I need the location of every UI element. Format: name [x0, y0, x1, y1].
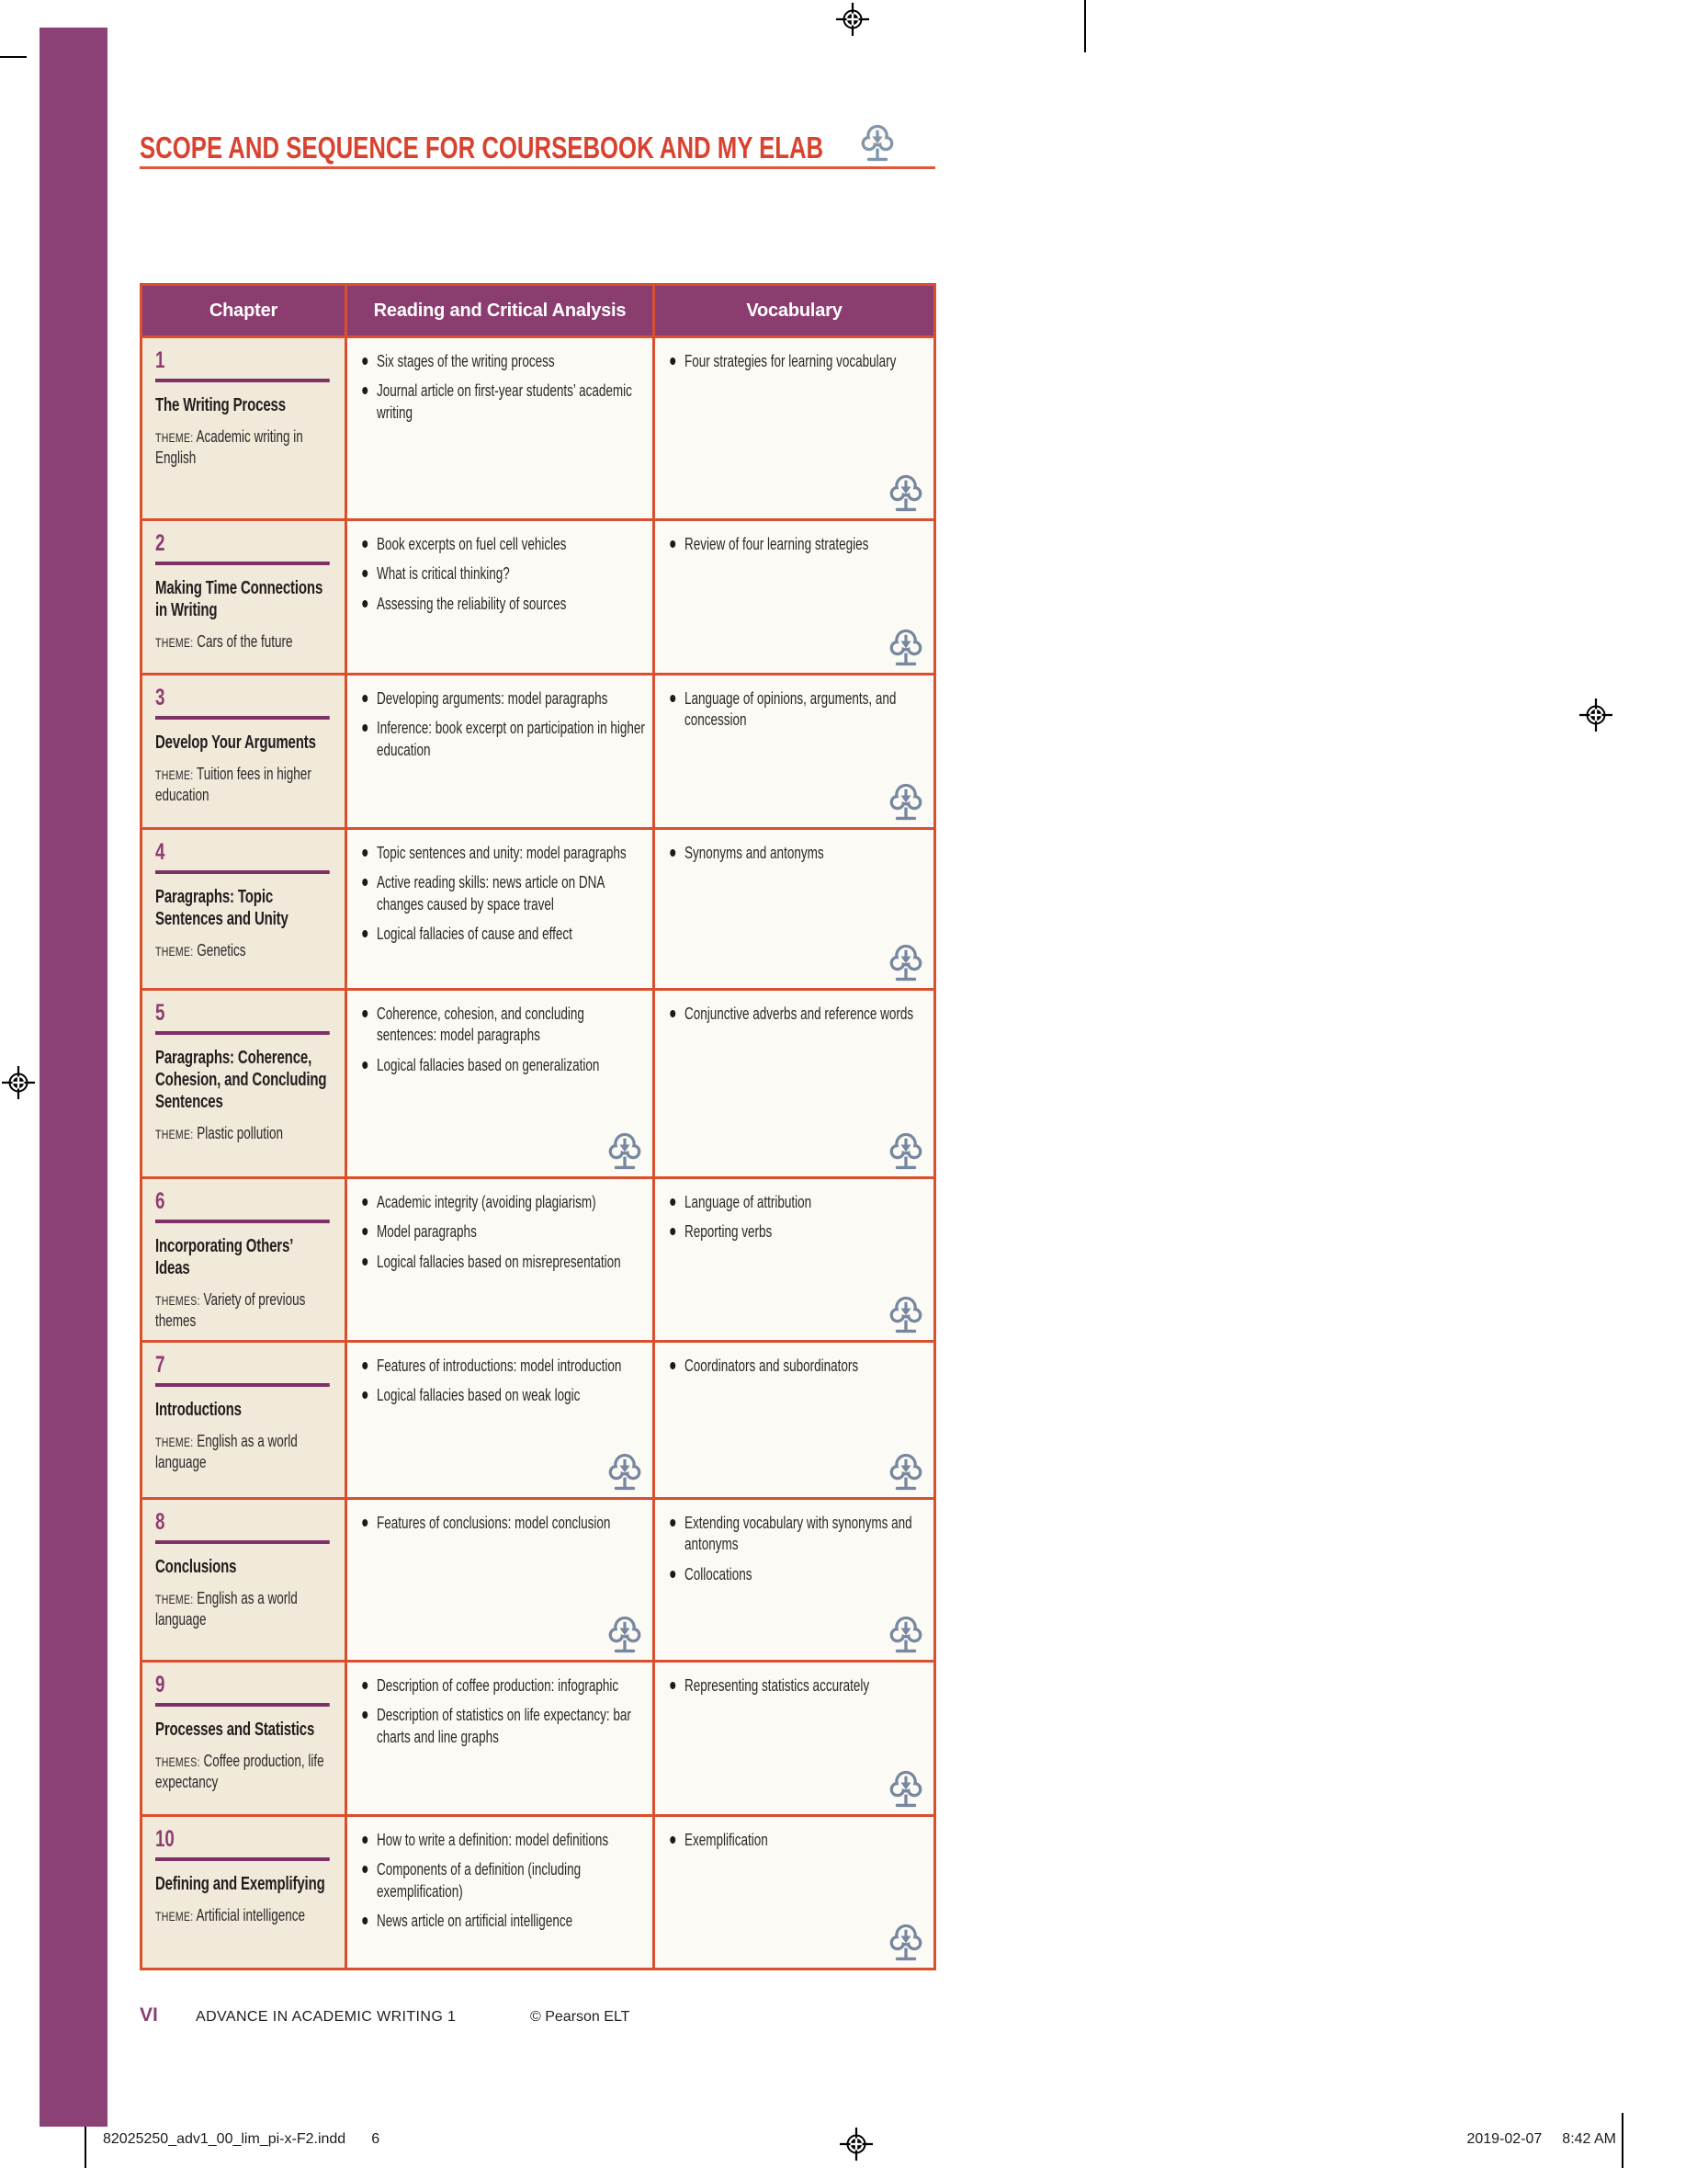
crop-line-bottom-right: [1622, 2113, 1623, 2168]
theme-label: THEME:: [155, 1434, 194, 1449]
reading-cell: [346, 829, 654, 990]
chapter-number: 8: [155, 1511, 330, 1544]
chapter-cell: [141, 520, 346, 675]
bullet-item: News article on artificial intelligence: [360, 1911, 645, 1932]
chapter-theme: [155, 764, 330, 807]
bullet-item: Features of conclusions: model conclusion: [360, 1513, 645, 1534]
chapter-number: 3: [155, 687, 330, 720]
vocabulary-cell: [654, 990, 935, 1178]
bullet-item: Journal article on first-year students’ academic writing: [360, 380, 645, 424]
table-row: [141, 1178, 935, 1342]
chapter-cell: [141, 1498, 346, 1661]
chapter-theme: [155, 1905, 330, 1926]
chapter-title: Incorporating Others’ Ideas: [155, 1236, 293, 1278]
chapter-theme: [155, 1431, 330, 1474]
chapter-title: Defining and Exemplifying: [155, 1873, 325, 1894]
bullet-item: Logical fallacies of cause and effect: [360, 924, 645, 945]
vocabulary-bullet-list: [668, 1513, 926, 1585]
chapter-number: 1: [155, 349, 330, 382]
bullet-item: Academic integrity (avoiding plagiarism): [360, 1192, 645, 1213]
bullet-item: Conjunctive adverbs and reference words: [668, 1004, 926, 1025]
theme-text: Plastic pollution: [197, 1124, 284, 1142]
chapter-number: 7: [155, 1354, 330, 1387]
slug-date: 2019-02-07: [1466, 2131, 1543, 2147]
my-elab-tree-download-icon: [888, 781, 924, 823]
page-title-block: [140, 130, 935, 169]
column-header-vocabulary: Vocabulary: [654, 285, 935, 337]
folio-page-number: VI: [140, 2004, 158, 2026]
vocabulary-bullet-list: [668, 843, 926, 864]
table-row: [141, 1498, 935, 1661]
bullet-item: Logical fallacies based on weak logic: [360, 1385, 645, 1406]
registration-mark-left: [2, 1066, 35, 1099]
my-elab-tree-download-icon: [888, 1614, 924, 1656]
bullet-item: Coordinators and subordinators: [668, 1356, 926, 1377]
reading-cell: [346, 520, 654, 675]
bullet-item: Description of statistics on life expectancy: bar charts and line graphs: [360, 1705, 645, 1748]
bullet-item: Description of coffee production: infographic: [360, 1675, 645, 1697]
chapter-title: Develop Your Arguments: [155, 732, 316, 753]
bullet-item: Logical fallacies based on misrepresentation: [360, 1252, 645, 1273]
vocabulary-cell: [654, 675, 935, 829]
theme-label: THEME:: [155, 1591, 194, 1606]
footer-book-title: ADVANCE IN ACADEMIC WRITING 1: [196, 2009, 457, 2025]
chapter-title: Paragraphs: Topic Sentences and Unity: [155, 887, 288, 929]
table-row: [141, 1815, 935, 1969]
vocabulary-bullet-list: [668, 1675, 926, 1697]
bullet-item: Collocations: [668, 1564, 926, 1585]
reading-cell: [346, 990, 654, 1178]
bullet-item: Extending vocabulary with synonyms and antonyms: [668, 1513, 926, 1556]
chapter-theme: [155, 1751, 330, 1794]
reading-bullet-list: [360, 1356, 645, 1407]
my-elab-tree-download-icon: [888, 627, 924, 669]
vocabulary-bullet-list: [668, 1830, 926, 1851]
reading-cell: [346, 1341, 654, 1498]
theme-text: Coffee production, life expectancy: [155, 1751, 324, 1792]
theme-label: THEMES:: [155, 1293, 200, 1308]
bullet-item: How to write a definition: model definitions: [360, 1830, 645, 1851]
chapter-number: 6: [155, 1190, 330, 1223]
theme-text: Cars of the future: [197, 632, 293, 651]
page-title: SCOPE AND SEQUENCE FOR COURSEBOOK AND MY ELAB: [140, 131, 824, 165]
table-body: [141, 337, 935, 1969]
theme-label: THEME:: [155, 1127, 194, 1141]
chapter-title: Processes and Statistics: [155, 1719, 315, 1740]
reading-cell: [346, 1661, 654, 1815]
my-elab-tree-download-icon: [888, 942, 924, 984]
vocabulary-bullet-list: [668, 1192, 926, 1243]
vocabulary-cell: [654, 1178, 935, 1342]
bullet-item: Six stages of the writing process: [360, 351, 645, 372]
slug-datetime-line: [1466, 2131, 1616, 2148]
table-row: [141, 829, 935, 990]
reading-cell: [346, 1815, 654, 1969]
chapter-theme: [155, 940, 330, 961]
chapter-cell: [141, 1661, 346, 1815]
chapter-cell: [141, 1178, 346, 1342]
my-elab-tree-download-icon: [606, 1614, 643, 1656]
reading-bullet-list: [360, 1192, 645, 1273]
theme-text: Variety of previous themes: [155, 1290, 306, 1331]
theme-text: Academic writing in English: [155, 427, 303, 468]
bullet-item: What is critical thinking?: [360, 563, 645, 585]
bullet-item: Review of four learning strategies: [668, 534, 926, 555]
bullet-item: Assessing the reliability of sources: [360, 594, 645, 615]
chapter-number: 9: [155, 1674, 330, 1707]
my-elab-tree-download-icon: [888, 1451, 924, 1493]
reading-cell: [346, 1178, 654, 1342]
table-row: [141, 337, 935, 520]
column-header-reading: Reading and Critical Analysis: [346, 285, 654, 337]
chapter-number: 5: [155, 1002, 330, 1035]
bullet-item: Synonyms and antonyms: [668, 843, 926, 864]
vocabulary-bullet-list: [668, 534, 926, 555]
bullet-item: Components of a definition (including exemplification): [360, 1859, 645, 1902]
bullet-item: Developing arguments: model paragraphs: [360, 688, 645, 709]
my-elab-tree-download-icon: [606, 1130, 643, 1173]
reading-bullet-list: [360, 1513, 645, 1534]
chapter-title: Conclusions: [155, 1556, 237, 1577]
chapter-cell: [141, 1815, 346, 1969]
registration-mark-right: [1579, 698, 1612, 732]
bullet-item: Reporting verbs: [668, 1221, 926, 1243]
theme-label: THEME:: [155, 635, 194, 650]
bullet-item: Model paragraphs: [360, 1221, 645, 1243]
bullet-item: Language of opinions, arguments, and concession: [668, 688, 926, 732]
crop-line-top-right: [1084, 0, 1086, 52]
slug-page-number: 6: [371, 2131, 380, 2147]
vocabulary-bullet-list: [668, 1356, 926, 1377]
reading-bullet-list: [360, 688, 645, 761]
chapter-number: 4: [155, 841, 330, 874]
chapter-number: 2: [155, 532, 330, 565]
theme-text: Tuition fees in higher education: [155, 765, 311, 805]
table-row: [141, 1341, 935, 1498]
theme-text: English as a world language: [155, 1588, 298, 1629]
reading-bullet-list: [360, 351, 645, 424]
bullet-item: Four strategies for learning vocabulary: [668, 351, 926, 372]
chapter-number: 10: [155, 1828, 330, 1861]
reading-bullet-list: [360, 1675, 645, 1748]
chapter-cell: [141, 337, 346, 520]
my-elab-tree-download-icon: [888, 1294, 924, 1336]
bullet-item: Inference: book excerpt on participation in higher education: [360, 718, 645, 761]
bullet-item: Active reading skills: news article on DNA changes caused by space travel: [360, 872, 645, 915]
theme-label: THEME:: [155, 1908, 194, 1924]
chapter-title: Introductions: [155, 1399, 242, 1420]
bullet-item: Exemplification: [668, 1830, 926, 1851]
theme-label: THEME:: [155, 767, 194, 782]
my-elab-tree-download-icon: [606, 1451, 643, 1493]
my-elab-tree-download-icon: [888, 1922, 924, 1964]
table-header-row: [141, 285, 935, 337]
table-row: [141, 1661, 935, 1815]
chapter-cell: [141, 990, 346, 1178]
chapter-theme: [155, 426, 330, 470]
my-elab-tree-download-icon: [888, 1130, 924, 1173]
chapter-cell: [141, 675, 346, 829]
my-elab-tree-download-icon: [888, 1768, 924, 1810]
slug-filename-line: [103, 2131, 379, 2148]
registration-mark-top: [836, 3, 869, 36]
theme-label: THEMES:: [155, 1754, 200, 1769]
table-row: [141, 990, 935, 1178]
chapter-title: The Writing Process: [155, 395, 286, 415]
vocabulary-bullet-list: [668, 1004, 926, 1025]
vocabulary-cell: [654, 337, 935, 520]
bullet-item: Features of introductions: model introduction: [360, 1356, 645, 1377]
reading-cell: [346, 675, 654, 829]
theme-label: THEME:: [155, 430, 194, 445]
reading-cell: [346, 337, 654, 520]
vocabulary-cell: [654, 1498, 935, 1661]
theme-text: English as a world language: [155, 1431, 298, 1472]
column-header-chapter: Chapter: [141, 285, 346, 337]
crop-line-top-left: [0, 56, 27, 58]
reading-bullet-list: [360, 534, 645, 615]
bullet-item: Logical fallacies based on generalization: [360, 1055, 645, 1076]
slug-time: 8:42 AM: [1562, 2131, 1616, 2147]
my-elab-tree-download-icon: [859, 122, 896, 165]
chapter-title: Paragraphs: Coherence, Cohesion, and Concluding Sentences: [155, 1048, 327, 1112]
registration-mark-bottom: [840, 2128, 873, 2161]
chapter-theme: [155, 1588, 330, 1631]
vocabulary-cell: [654, 1815, 935, 1969]
spine-bar: [40, 28, 107, 2127]
bullet-item: Book excerpts on fuel cell vehicles: [360, 534, 645, 555]
reading-bullet-list: [360, 1004, 645, 1076]
vocabulary-cell: [654, 520, 935, 675]
chapter-title: Making Time Connections in Writing: [155, 578, 323, 620]
chapter-theme: [155, 1289, 330, 1333]
theme-text: Artificial intelligence: [196, 1905, 306, 1924]
bullet-item: Coherence, cohesion, and concluding sentences: model paragraphs: [360, 1004, 645, 1047]
reading-bullet-list: [360, 843, 645, 946]
chapter-theme: [155, 1123, 330, 1144]
reading-bullet-list: [360, 1830, 645, 1933]
footer-copyright: © Pearson ELT: [530, 2009, 630, 2025]
bullet-item: Representing statistics accurately: [668, 1675, 926, 1697]
bullet-item: Language of attribution: [668, 1192, 926, 1213]
reading-cell: [346, 1498, 654, 1661]
table-row: [141, 520, 935, 675]
theme-label: THEME:: [155, 944, 194, 959]
chapter-theme: [155, 631, 330, 653]
bullet-item: Topic sentences and unity: model paragraphs: [360, 843, 645, 864]
table-row: [141, 675, 935, 829]
theme-text: Genetics: [197, 941, 246, 959]
vocabulary-bullet-list: [668, 351, 926, 372]
chapter-cell: [141, 829, 346, 990]
vocabulary-bullet-list: [668, 688, 926, 732]
slug-filename: 82025250_adv1_00_lim_pi-x-F2.indd: [103, 2131, 346, 2147]
vocabulary-cell: [654, 1661, 935, 1815]
vocabulary-cell: [654, 829, 935, 990]
chapter-cell: [141, 1341, 346, 1498]
my-elab-tree-download-icon: [888, 472, 924, 515]
scope-sequence-table: [140, 283, 936, 1970]
vocabulary-cell: [654, 1341, 935, 1498]
